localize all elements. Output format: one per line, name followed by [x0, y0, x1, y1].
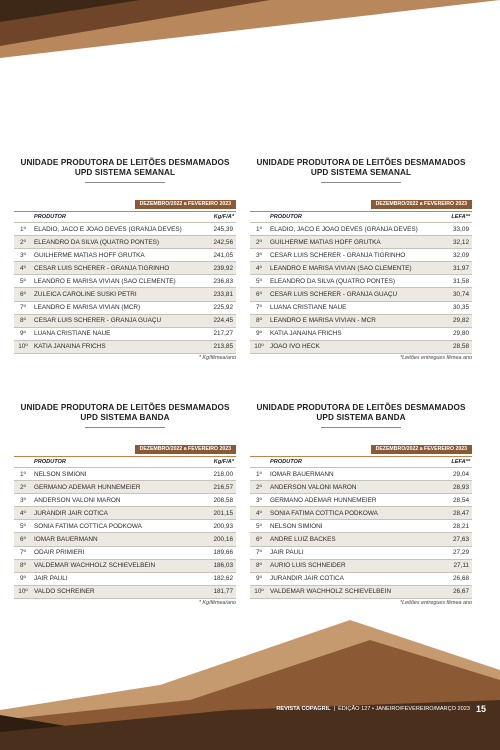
- producer-name-cell: ELEANDRO DA SILVA (QUATRO PONTES): [270, 277, 395, 285]
- producer-name-cell: VALDEMAR WACHHOLZ SCHIEVELBEIN: [270, 588, 392, 596]
- table-header: [250, 457, 472, 467]
- rank-cell: 6º: [20, 536, 26, 544]
- rank-cell: 10º: [18, 343, 28, 351]
- value-cell: 242,56: [213, 238, 233, 246]
- table-row: [250, 235, 472, 248]
- table-row: [250, 519, 472, 532]
- rank-cell: 4º: [20, 264, 26, 272]
- value-cell: 200,16: [213, 536, 233, 544]
- value-cell: 182,62: [213, 575, 233, 583]
- table-row: [250, 559, 472, 572]
- rank-cell: 10º: [18, 588, 28, 596]
- value-cell: 218,00: [213, 470, 233, 478]
- producer-name-cell: SONIA FATIMA COTTICA PODKOWA: [34, 522, 142, 530]
- value-cell: 27,11: [453, 562, 469, 570]
- table-row: [14, 274, 236, 287]
- producer-name-cell: ODAIR PRIMIERI: [34, 549, 85, 557]
- table-row: [14, 506, 236, 519]
- rank-cell: 7º: [256, 549, 262, 557]
- table-row: [14, 261, 236, 274]
- producer-name-cell: LEANDRO E MARISA VIVIAN (MCR): [34, 304, 141, 312]
- producer-name-cell: JAIR PAULI: [270, 549, 304, 557]
- table-row: [250, 327, 472, 340]
- block-title: UNIDADE PRODUTORA DE LEITÕES DESMAMADOS UPD SISTEMA BANDA: [256, 403, 466, 422]
- value-cell: 29,82: [453, 317, 469, 325]
- table-row: [14, 248, 236, 261]
- rank-cell: 1º: [256, 470, 262, 478]
- rank-cell: 8º: [20, 317, 26, 325]
- rank-cell: 3º: [20, 496, 26, 504]
- block-title: UNIDADE PRODUTORA DE LEITÕES DESMAMADOS UPD SISTEMA SEMANAL: [20, 158, 230, 177]
- edition-info: EDIÇÃO 127 • JANEIRO/FEVEREIRO/MARÇO 2023: [338, 706, 470, 712]
- column-header-value: LEFA**: [451, 214, 470, 220]
- rank-cell: 1º: [256, 225, 262, 233]
- value-cell: 208,58: [213, 496, 233, 504]
- producer-name-cell: JURANDIR JAIR COTICA: [34, 509, 108, 517]
- producer-name-cell: KATIA JANAINA FRICHS: [34, 343, 106, 351]
- producer-name-cell: LUANA CRISTIANE NAUE: [34, 330, 111, 338]
- rank-cell: 7º: [20, 304, 26, 312]
- footer-separator: |: [333, 706, 336, 712]
- value-cell: 28,47: [453, 509, 469, 517]
- rank-cell: 8º: [256, 317, 262, 325]
- producer-name-cell: CESAR LUIS SCHERER - GRANJA GUAÇU: [270, 291, 398, 299]
- value-cell: 200,93: [213, 522, 233, 530]
- column-header-producer: PRODUTOR: [34, 459, 66, 465]
- value-cell: 186,03: [213, 562, 233, 570]
- value-cell: 225,92: [213, 304, 233, 312]
- value-cell: 30,74: [453, 291, 469, 299]
- rank-cell: 5º: [20, 522, 26, 530]
- producer-name-cell: SONIA FATIMA COTTICA PODKOWA: [270, 509, 378, 517]
- producer-name-cell: ANDERSON VALONI MARON: [270, 483, 357, 491]
- rank-cell: 6º: [256, 536, 262, 544]
- value-cell: 245,39: [213, 225, 233, 233]
- producer-name-cell: ELEANDRO DA SILVA (QUATRO PONTES): [34, 238, 159, 246]
- table-row: [250, 274, 472, 287]
- table-row: [250, 222, 472, 235]
- title-divider: [85, 427, 165, 428]
- value-cell: 29,04: [453, 470, 469, 478]
- rank-cell: 2º: [20, 238, 26, 246]
- producer-name-cell: NELSON SIMIONI: [34, 470, 87, 478]
- table-row: [250, 480, 472, 493]
- value-cell: 32,09: [453, 251, 469, 259]
- producer-name-cell: JAIR PAULI: [34, 575, 68, 583]
- value-cell: 181,77: [213, 588, 233, 596]
- period-badge: DEZEMBRO/2022 a FEVEREIRO 2023: [135, 200, 236, 209]
- ranking-table: [14, 222, 236, 354]
- table-footnote: *Leitões entregues fêmea ano: [400, 354, 472, 361]
- producer-name-cell: LUANA CRISTIANE NAUE: [270, 304, 347, 312]
- ranking-table: [250, 222, 472, 354]
- column-header-producer: PRODUTOR: [270, 214, 302, 220]
- value-cell: 28,54: [453, 496, 469, 504]
- producer-name-cell: ELADIO, JACÓ E JOÃO DEVES (GRANJA DEVES): [34, 225, 182, 233]
- column-header-value: Kg/F/A*: [213, 214, 234, 220]
- table-row: [14, 235, 236, 248]
- rank-cell: 3º: [256, 251, 262, 259]
- value-cell: 236,83: [213, 277, 233, 285]
- rank-cell: 1º: [20, 225, 26, 233]
- value-cell: 28,21: [453, 522, 469, 530]
- producer-name-cell: ZULEICA CAROLINE SUSKI PETRI: [34, 291, 137, 299]
- bottom-decorative-band: [0, 610, 500, 750]
- rank-cell: 8º: [256, 562, 262, 570]
- producer-name-cell: NELSON SIMIONI: [270, 522, 323, 530]
- producer-name-cell: AURIO LUIS SCHNEIDER: [270, 562, 346, 570]
- rank-cell: 7º: [20, 549, 26, 557]
- rank-cell: 5º: [256, 277, 262, 285]
- producer-name-cell: GERMANO ADEMAR HUNNEMEIER: [34, 483, 141, 491]
- ranking-block-semanal-lefa: [250, 158, 472, 361]
- table-row: [14, 467, 236, 480]
- table-row: [250, 301, 472, 314]
- table-row: [14, 519, 236, 532]
- block-title: UNIDADE PRODUTORA DE LEITÕES DESMAMADOS UPD SISTEMA SEMANAL: [256, 158, 466, 177]
- table-row: [14, 314, 236, 327]
- table-row: [14, 572, 236, 585]
- producer-name-cell: ANDRE LUIZ BACKES: [270, 536, 336, 544]
- producer-name-cell: VALDEMAR WACHHOLZ SCHIEVELBEIN: [34, 562, 156, 570]
- table-footnote: *Leitões entregues fêmea ano: [400, 599, 472, 606]
- table-header: [14, 457, 236, 467]
- table-row: [250, 493, 472, 506]
- table-row: [250, 287, 472, 300]
- value-cell: 26,68: [453, 575, 469, 583]
- rank-cell: 9º: [20, 330, 26, 338]
- table-row: [250, 532, 472, 545]
- table-row: [14, 559, 236, 572]
- rank-cell: 9º: [256, 575, 262, 583]
- table-footnote: * Kg/fêmea/ano: [198, 354, 236, 361]
- rank-cell: 3º: [256, 496, 262, 504]
- value-cell: 32,12: [453, 238, 469, 246]
- producer-name-cell: LEANDRO E MARISA VIVIAN (SÃO CLEMENTE): [270, 264, 412, 272]
- ranking-block-banda-kgfa: [14, 403, 236, 606]
- table-row: [14, 532, 236, 545]
- producer-name-cell: GUILHERME MATIAS HOFF GRUTKA: [34, 251, 145, 259]
- rank-cell: 6º: [20, 291, 26, 299]
- table-row: [14, 493, 236, 506]
- value-cell: 28,58: [453, 343, 469, 351]
- table-row: [14, 480, 236, 493]
- producer-name-cell: IOMAR BAUERMANN: [34, 536, 98, 544]
- producer-name-cell: VALDO SCHREINER: [34, 588, 95, 596]
- value-cell: 31,97: [453, 264, 469, 272]
- magazine-name: REVISTA COPAGRIL: [276, 706, 331, 712]
- table-row: [14, 585, 236, 598]
- title-divider: [321, 427, 401, 428]
- producer-name-cell: CESAR LUIS SCHERER - GRANJA TIGRINHO: [270, 251, 406, 259]
- value-cell: 233,81: [213, 291, 233, 299]
- producer-name-cell: JURANDIR JAIR COTICA: [270, 575, 344, 583]
- column-header-producer: PRODUTOR: [270, 459, 302, 465]
- table-row: [250, 546, 472, 559]
- table-row: [14, 301, 236, 314]
- value-cell: 217,27: [213, 330, 233, 338]
- ranking-table: [14, 467, 236, 599]
- producer-name-cell: CESAR LUIS SCHERER - GRANJA TIGRINHO: [34, 264, 170, 272]
- table-row: [14, 546, 236, 559]
- producer-name-cell: IOMAR BAUERMANN: [270, 470, 334, 478]
- rank-cell: 4º: [256, 509, 262, 517]
- rank-cell: 10º: [254, 588, 264, 596]
- page-footer: [276, 704, 486, 714]
- rank-cell: 7º: [256, 304, 262, 312]
- period-badge: DEZEMBRO/2022 a FEVEREIRO 2023: [371, 445, 472, 454]
- producer-name-cell: JOAO IVO HECK: [270, 343, 320, 351]
- value-cell: 29,80: [453, 330, 469, 338]
- rank-cell: 2º: [256, 238, 262, 246]
- table-row: [14, 287, 236, 300]
- table-row: [14, 327, 236, 340]
- value-cell: 31,58: [453, 277, 469, 285]
- period-badge: DEZEMBRO/2022 a FEVEREIRO 2023: [135, 445, 236, 454]
- block-title: UNIDADE PRODUTORA DE LEITÕES DESMAMADOS UPD SISTEMA BANDA: [20, 403, 230, 422]
- ranking-table: [250, 467, 472, 599]
- table-row: [14, 222, 236, 235]
- producer-name-cell: ANDERSON VALONI MARON: [34, 496, 121, 504]
- top-decorative-band: [0, 0, 500, 70]
- value-cell: 213,85: [213, 343, 233, 351]
- rank-cell: 4º: [20, 509, 26, 517]
- title-divider: [85, 182, 165, 183]
- value-cell: 26,67: [453, 588, 469, 596]
- rank-cell: 4º: [256, 264, 262, 272]
- producer-name-cell: LEANDRO E MARISA VIVIAN (SÃO CLEMENTE): [34, 277, 176, 285]
- rank-cell: 9º: [256, 330, 262, 338]
- producer-name-cell: CESAR LUIS SCHERER - GRANJA GUAÇU: [34, 317, 162, 325]
- rank-cell: 1º: [20, 470, 26, 478]
- rank-cell: 3º: [20, 251, 26, 259]
- ranking-block-banda-lefa: [250, 403, 472, 606]
- page-number: 15: [475, 704, 486, 714]
- value-cell: 224,45: [213, 317, 233, 325]
- producer-name-cell: KATIA JANAINA FRICHS: [270, 330, 342, 338]
- rank-cell: 2º: [256, 483, 262, 491]
- table-row: [250, 340, 472, 353]
- rank-cell: 5º: [256, 522, 262, 530]
- producer-name-cell: ELADIO, JACÓ E JOÃO DEVES (GRANJA DEVES): [270, 225, 418, 233]
- column-header-producer: PRODUTOR: [34, 214, 66, 220]
- table-row: [14, 340, 236, 353]
- table-header: [14, 212, 236, 222]
- table-row: [250, 314, 472, 327]
- producer-name-cell: GUILHERME MATIAS HOFF GRUTKA: [270, 238, 381, 246]
- value-cell: 216,57: [213, 483, 233, 491]
- table-row: [250, 506, 472, 519]
- producer-name-cell: GERMANO ADEMAR HUNNEMEIER: [270, 496, 377, 504]
- ranking-block-semanal-kgfa: [14, 158, 236, 361]
- table-row: [250, 261, 472, 274]
- rank-cell: 10º: [254, 343, 264, 351]
- table-header: [250, 212, 472, 222]
- value-cell: 189,66: [213, 549, 233, 557]
- title-divider: [321, 182, 401, 183]
- period-badge: DEZEMBRO/2022 a FEVEREIRO 2023: [371, 200, 472, 209]
- value-cell: 201,15: [213, 509, 233, 517]
- rank-cell: 5º: [20, 277, 26, 285]
- value-cell: 28,93: [453, 483, 469, 491]
- table-row: [250, 572, 472, 585]
- value-cell: 33,09: [453, 225, 469, 233]
- column-header-value: Kg/F/A*: [213, 459, 234, 465]
- value-cell: 27,29: [453, 549, 469, 557]
- table-row: [250, 248, 472, 261]
- value-cell: 241,05: [213, 251, 233, 259]
- producer-name-cell: LEANDRO E MARISA VIVIAN - MCR: [270, 317, 376, 325]
- rank-cell: 2º: [20, 483, 26, 491]
- table-row: [250, 467, 472, 480]
- column-header-value: LEFA**: [451, 459, 470, 465]
- value-cell: 239,92: [213, 264, 233, 272]
- rank-cell: 6º: [256, 291, 262, 299]
- table-footnote: * Kg/fêmea/ano: [198, 599, 236, 606]
- rank-cell: 8º: [20, 562, 26, 570]
- rank-cell: 9º: [20, 575, 26, 583]
- value-cell: 30,35: [453, 304, 469, 312]
- table-row: [250, 585, 472, 598]
- value-cell: 27,63: [453, 536, 469, 544]
